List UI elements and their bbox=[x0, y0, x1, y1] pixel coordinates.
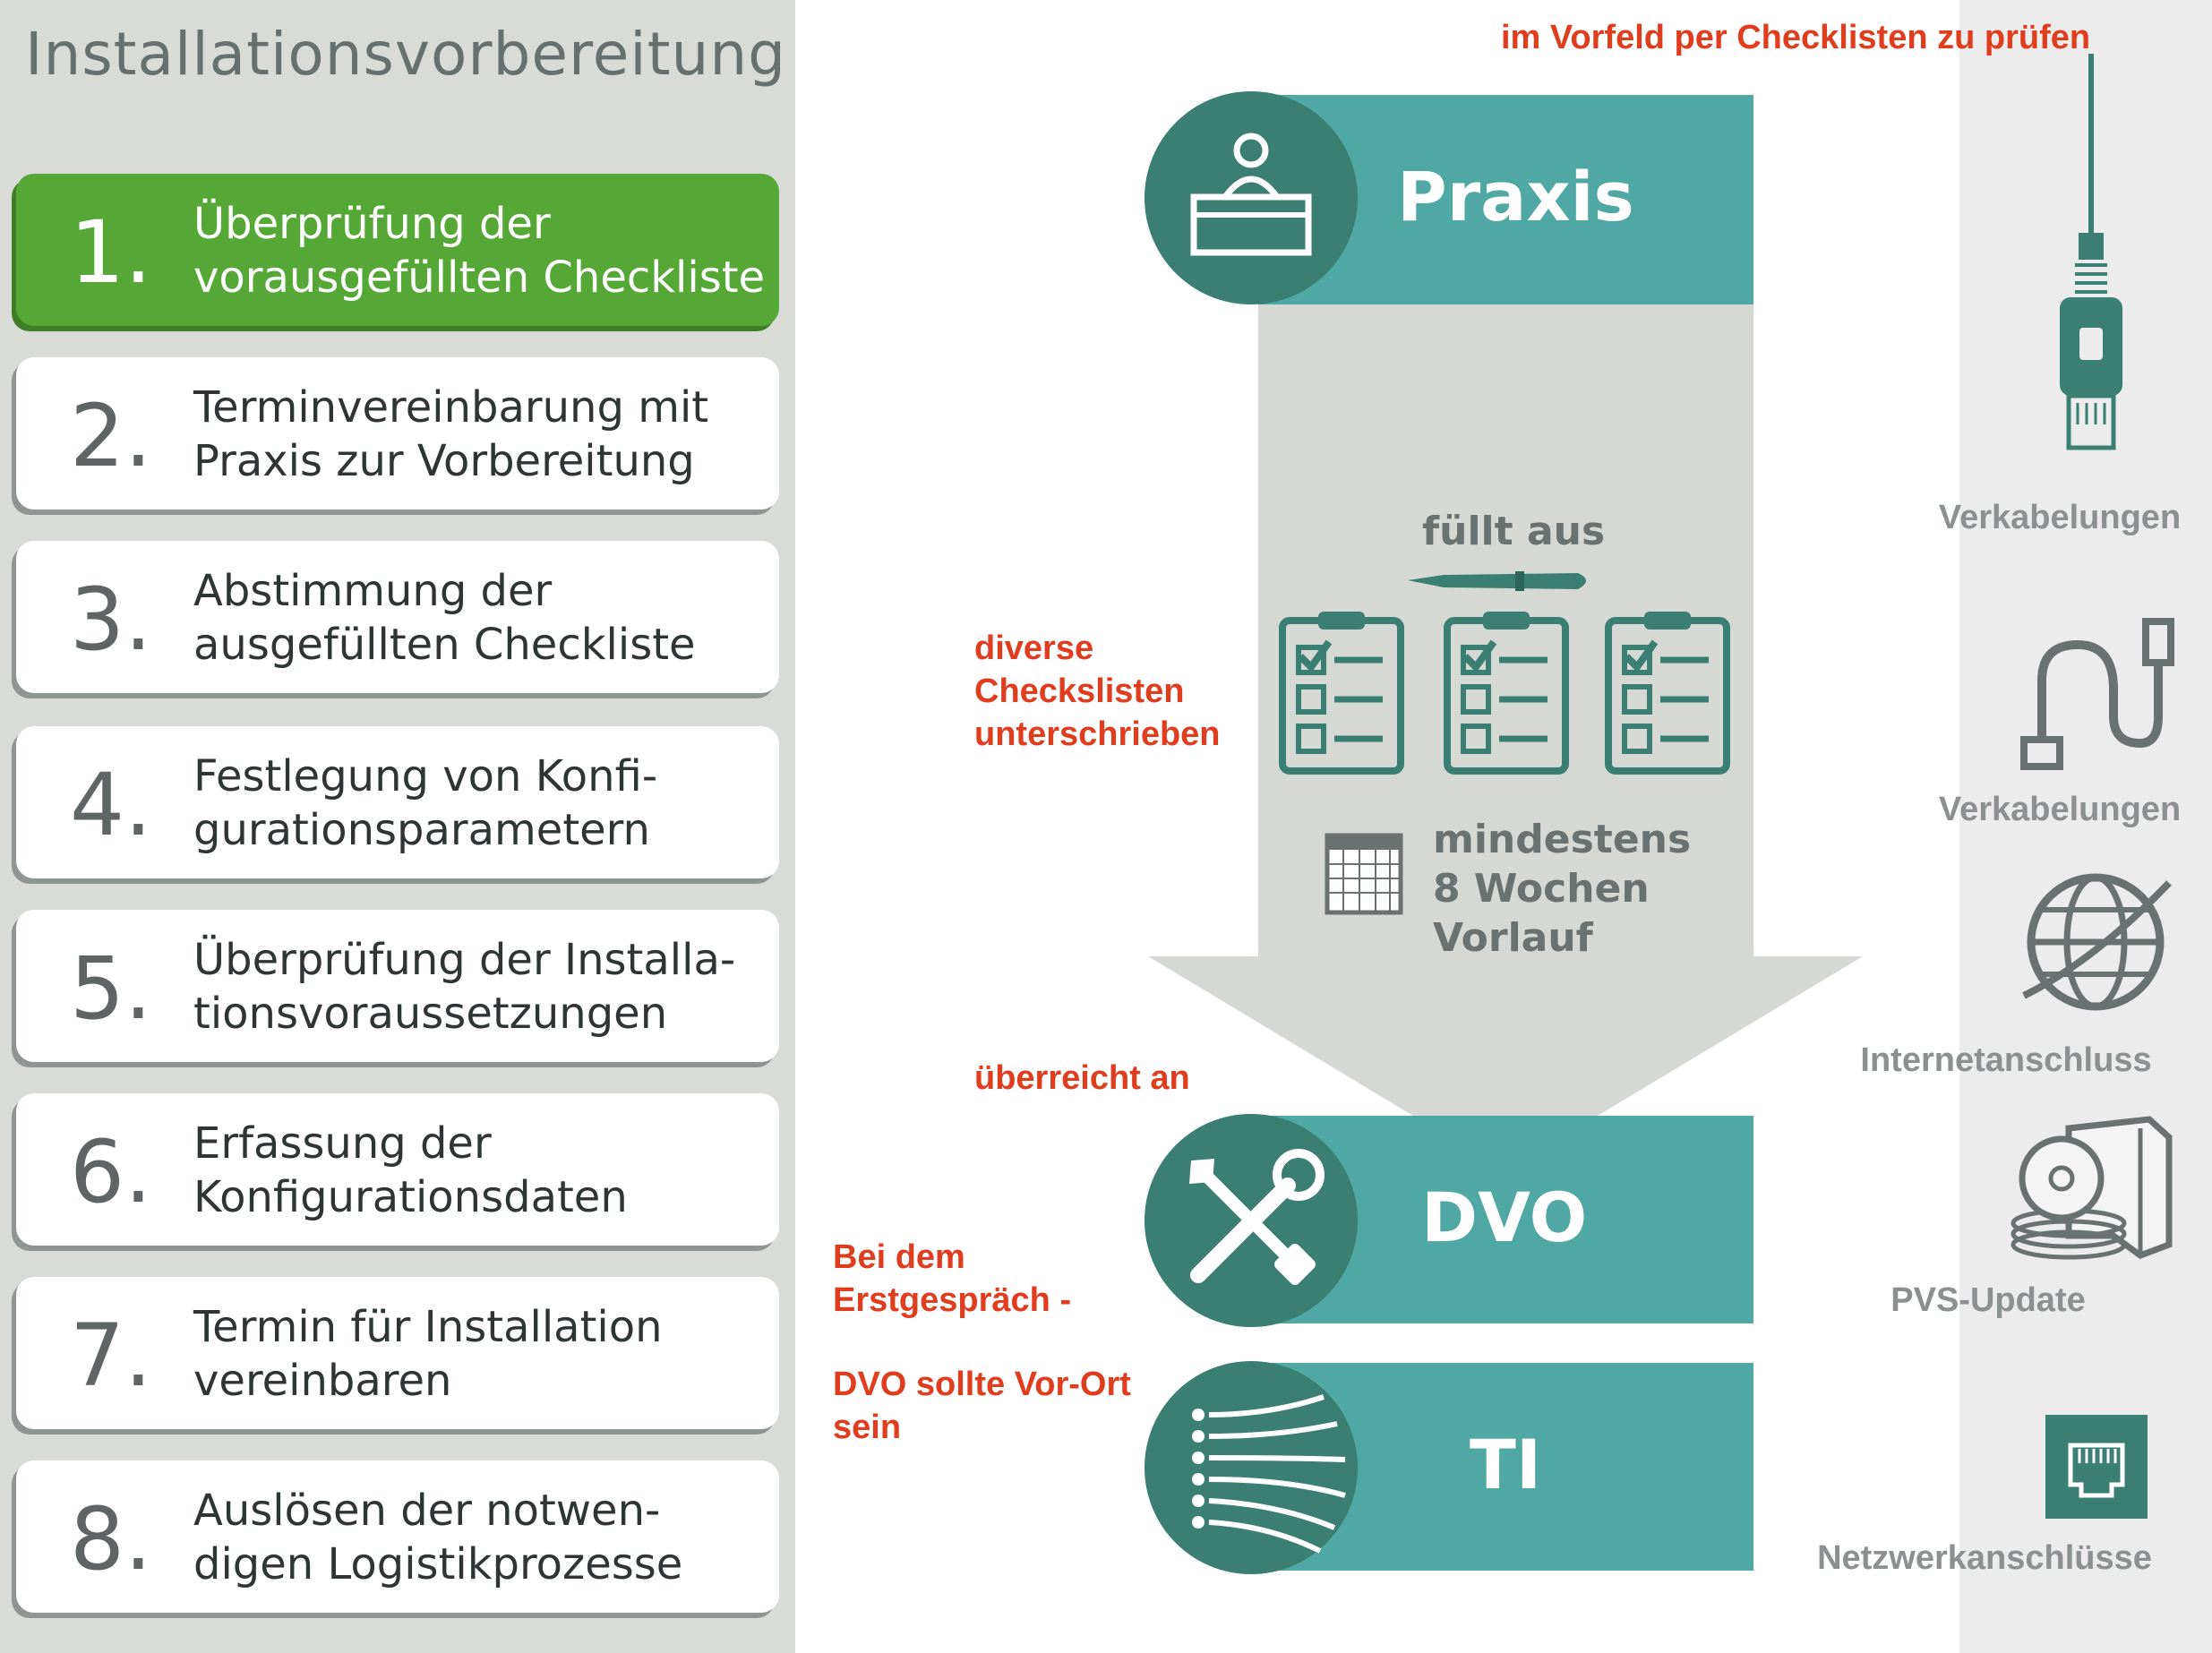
dvo-label: DVO bbox=[1421, 1178, 1588, 1257]
panel-title: Installationsvorbereitung bbox=[25, 20, 787, 89]
checklists-note: diverse Checkslisten unterschrieben bbox=[974, 630, 1221, 753]
calendar-icon bbox=[1324, 828, 1406, 918]
step-text: Terminvereinbarung mit Praxis zur Vorbereitung bbox=[193, 382, 709, 486]
step-number: 2. bbox=[70, 386, 152, 486]
requirement-label-pvs-update: PVS-Update bbox=[1890, 1281, 2086, 1319]
software-box-icon bbox=[2006, 1101, 2176, 1263]
handover-note: überreicht an bbox=[974, 1059, 1190, 1097]
dvo-circle bbox=[1145, 1114, 1358, 1327]
step-text: Überprüfung der Installa- tionsvoraussetzungen bbox=[193, 935, 736, 1039]
lead-time-label: mindestens 8 Wochen Vorlauf bbox=[1433, 817, 1692, 961]
onsite-note: DVO sollte Vor-Ort sein bbox=[833, 1366, 1131, 1446]
step-number: 1. bbox=[70, 202, 152, 303]
step-text: Termin für Installation vereinbaren bbox=[193, 1302, 663, 1406]
step-text: Festlegung von Konfi- gurationsparametern bbox=[193, 751, 658, 855]
network-cable-icon bbox=[2051, 54, 2131, 466]
fiber-lines-icon bbox=[1145, 1361, 1358, 1574]
requirement-label-internet: Internetanschluss bbox=[1860, 1041, 2152, 1079]
step-text: Überprüfung der vorausgefüllten Checkliste bbox=[193, 199, 766, 303]
reception-desk-icon bbox=[1145, 91, 1358, 304]
praxis-label: Praxis bbox=[1397, 157, 1634, 236]
step-number: 3. bbox=[70, 570, 152, 670]
step-text: Auslösen der notwen- digen Logistikprozesse bbox=[193, 1486, 683, 1589]
fills-out-label: füllt aus bbox=[1422, 509, 1606, 554]
ti-label: TI bbox=[1470, 1425, 1542, 1504]
step-number: 6. bbox=[70, 1122, 152, 1222]
checklist-icon bbox=[1279, 612, 1404, 775]
step-number: 7. bbox=[70, 1306, 152, 1406]
step-number: 5. bbox=[70, 938, 152, 1039]
checklist-icon bbox=[1605, 612, 1730, 775]
praxis-circle bbox=[1145, 91, 1358, 304]
checklist-icon bbox=[1444, 612, 1569, 775]
step-number: 8. bbox=[70, 1489, 152, 1589]
globe-icon bbox=[2015, 861, 2176, 1023]
first-meeting-note: Bei dem Erstgespräch - bbox=[833, 1238, 1072, 1319]
cable-icon bbox=[2006, 609, 2176, 779]
step-text: Abstimmung der ausgefüllten Checkliste bbox=[193, 566, 696, 670]
pen-icon bbox=[1408, 564, 1596, 600]
step-number: 4. bbox=[70, 755, 152, 855]
step-text: Erfassung der Konfigurationsdaten bbox=[193, 1118, 628, 1222]
requirement-label-cabling-2: Verkabelungen bbox=[1938, 791, 2182, 828]
requirement-label-network-ports: Netzwerkanschlüsse bbox=[1817, 1539, 2152, 1577]
ethernet-port-icon bbox=[2045, 1415, 2148, 1519]
tools-icon bbox=[1145, 1114, 1358, 1327]
top-note: im Vorfeld per Checklisten zu prüfen bbox=[1501, 19, 2091, 56]
requirement-label-cabling-1: Verkabelungen bbox=[1938, 499, 2182, 536]
ti-circle bbox=[1145, 1361, 1358, 1574]
